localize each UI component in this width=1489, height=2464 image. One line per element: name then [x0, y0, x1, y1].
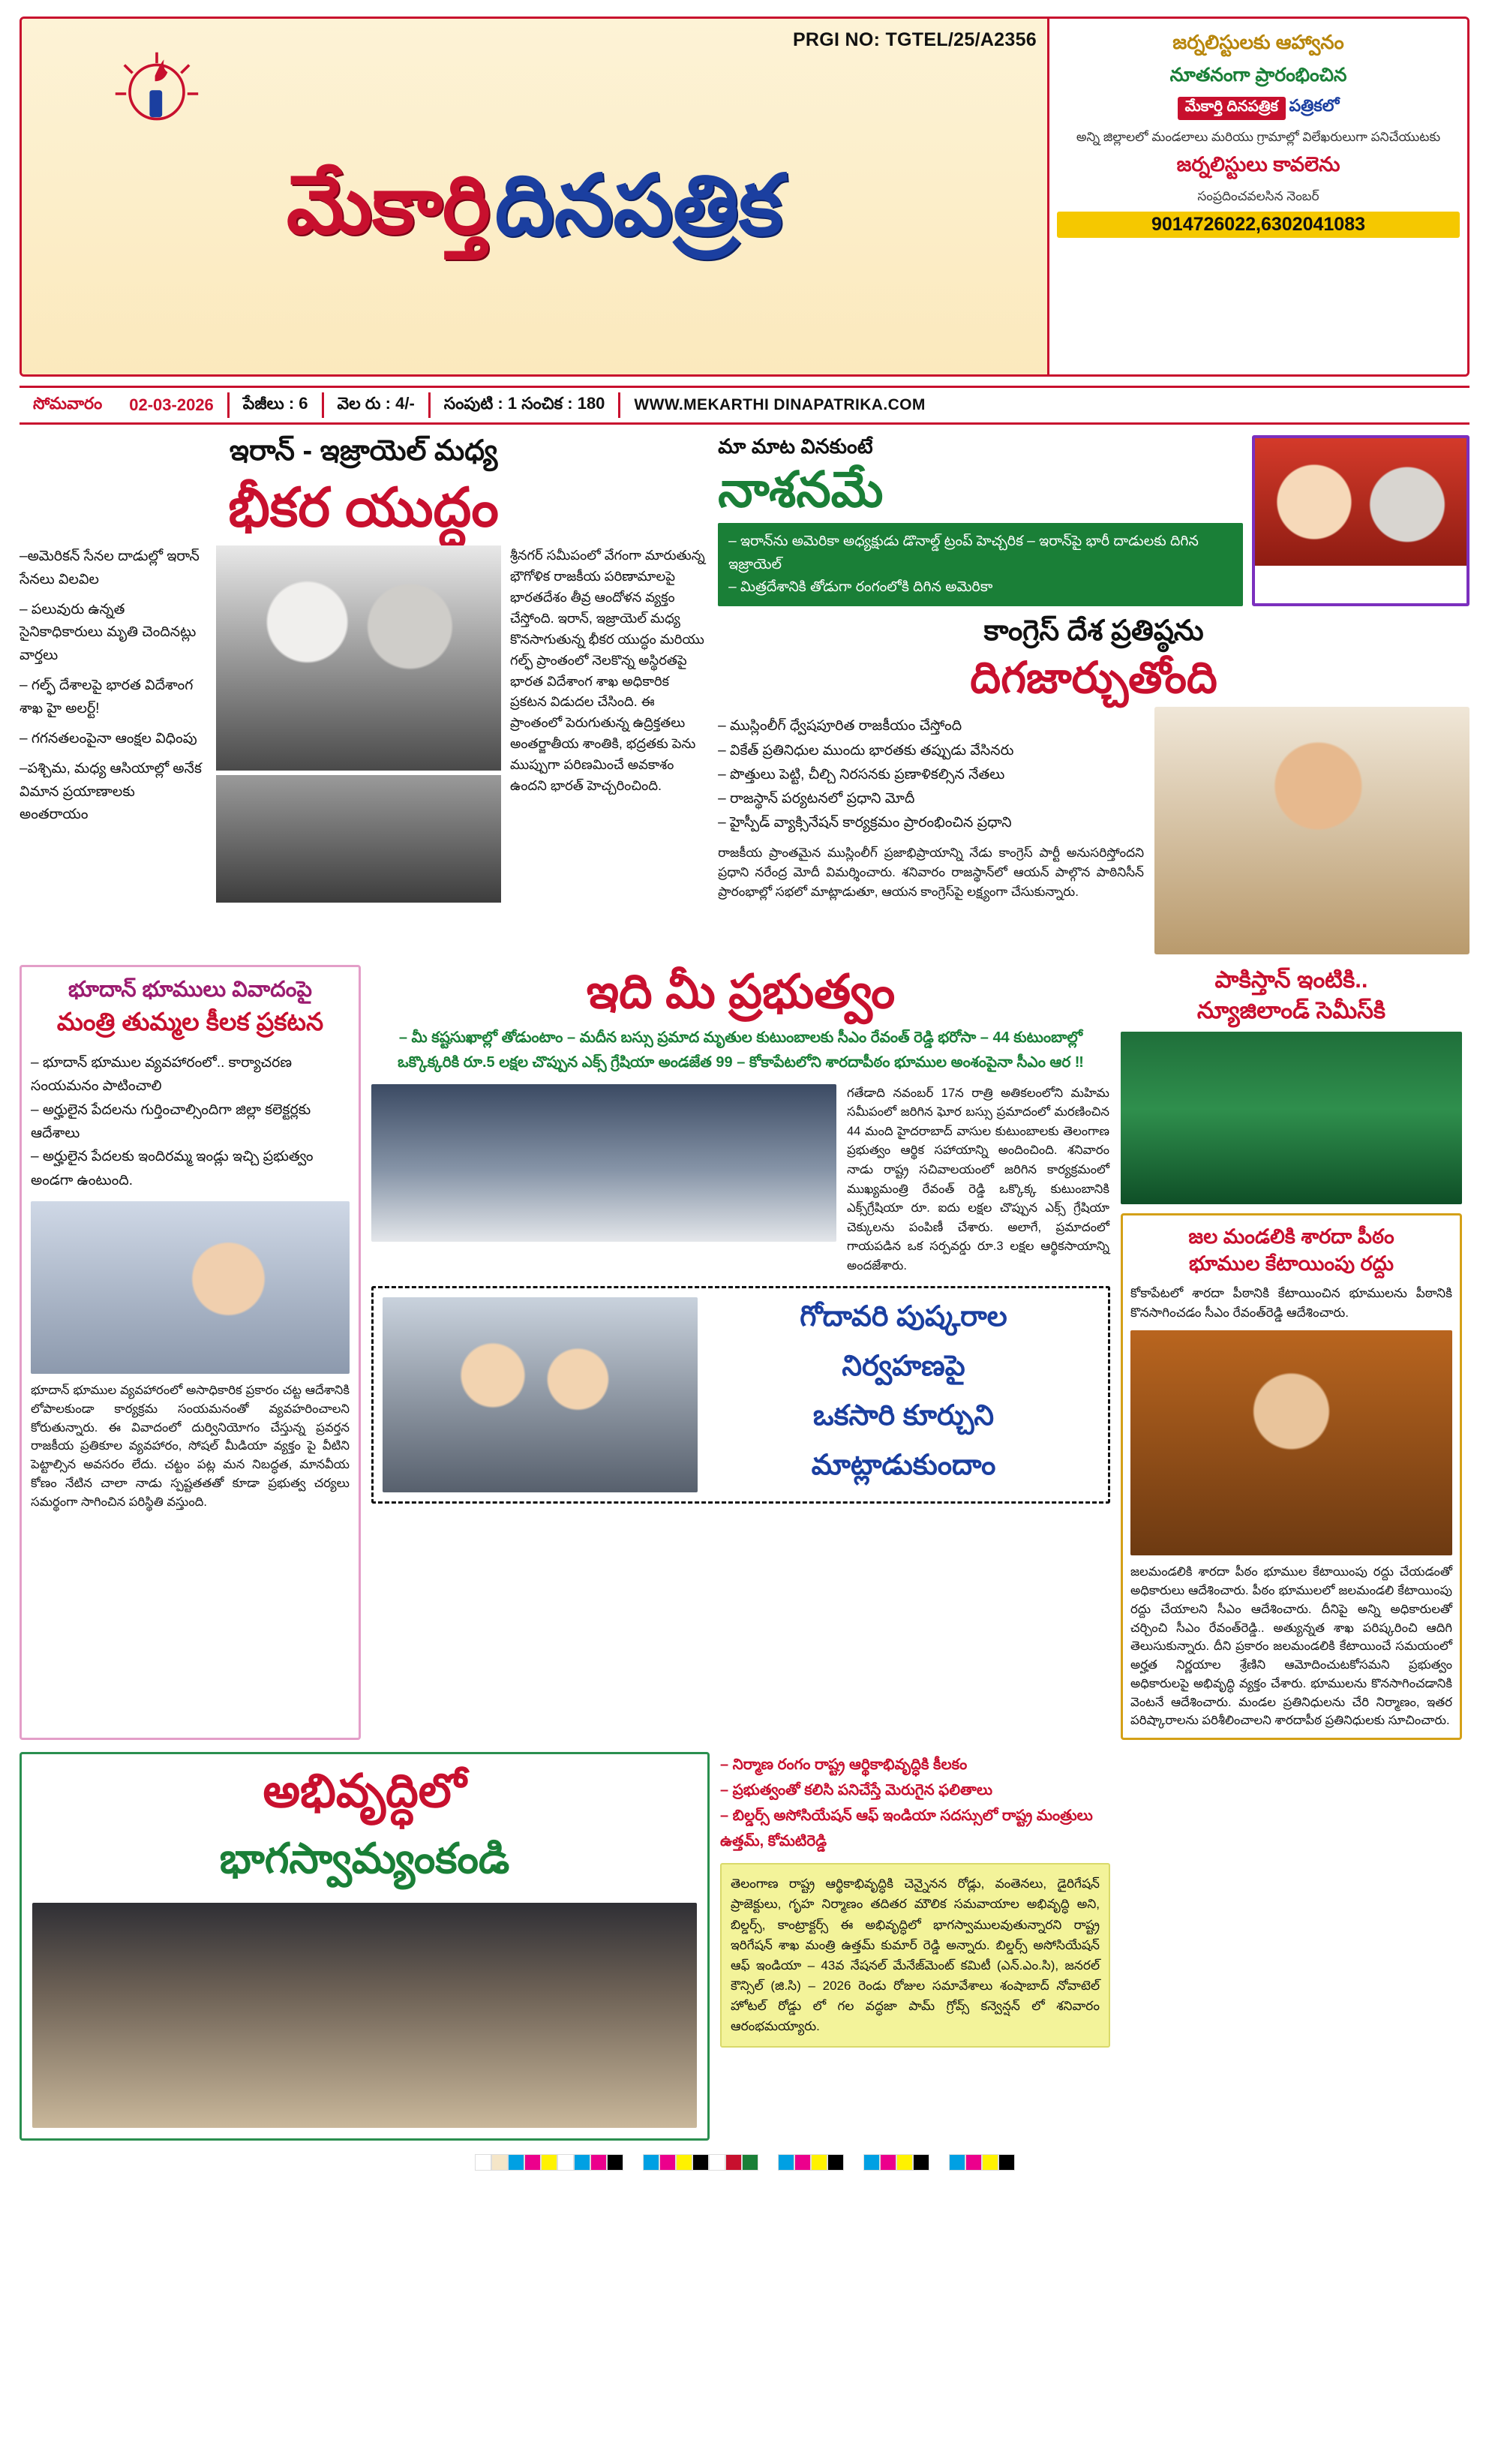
bhudan-bullet: – అర్హులైన పేదలను గుర్తించాల్సిందిగా జిల్లా కలెక్టర్లకు ఆదేశాలు — [31, 1101, 311, 1141]
congress-bullet: – రాజస్థాన్ పర్యటనలో ప్రధాని మోదీ — [718, 791, 915, 807]
abhivruddhi-bullet: – బిల్డర్స్ అసోసియేషన్ ఆఫ్ ఇండియా సదస్సులో రాష్ట్ర మంత్రులు ఉత్తమ్, కోమటిరెడ్డి — [720, 1807, 1093, 1850]
cm-meeting-photo — [371, 1084, 836, 1242]
section-top — [20, 435, 1469, 954]
color-swatch — [491, 2154, 508, 2171]
lead-bullet: – గగనతలంపైనా ఆంక్షల విధింపు — [20, 730, 197, 747]
color-swatch — [475, 2154, 491, 2171]
abhivruddhi-kicker: అభివృద్ధిలో — [263, 1765, 467, 1818]
abhivruddhi-bullets — [720, 1752, 1110, 1854]
congress-bullet: – హైస్పీడ్ వ్యాక్సినేషన్ కార్యక్రమం ప్రారంభించిన ప్రధాని — [718, 815, 1012, 831]
lead-story — [20, 435, 707, 954]
godavari-line: నిర్వహణపై — [842, 1351, 965, 1383]
ad-badge: మేకార్తి దినపత్రిక — [1178, 97, 1286, 120]
congress-bullet: – ముస్లింలీగ్ ధ్వేషపూరిత రాజకీయం చేస్తోంది — [718, 718, 962, 735]
color-swatch — [676, 2154, 692, 2171]
listen-bullet: – మిత్రదేశానికి తోడుగా రంగంలోకి దిగిన అమెరికా — [728, 579, 993, 596]
ad-badge-2: పత్రికలో — [1289, 96, 1340, 115]
congress-body-text: రాజకీయ ప్రాంతమైన ముస్లింలీగ్ ప్రజాభిప్రాయాన్ని నేడు కాంగ్రెస్ పార్టీ అనుసరిస్తోందని ప్రధాని నరేంద్ర మోదీ విమర్శించారు. శనివారం రాజస్థాన్‌లో ఆయన్ పాల్గొన పాఠినిసీన్ ప్రారంభాల్లో సభలో మాట్లాడుతూ, ఆయన కాంగ్రెస్‌పై లక్ష్యంగా చేసుకున్నారు. — [718, 845, 1144, 900]
color-swatch — [896, 2154, 913, 2171]
listen-bullet: – ఇరాన్‌ను అమెరికా అధ్యక్షుడు డొనాల్డ్ ట్రంప్ హెచ్చరిక – ఇరాన్‌పై భారీ దాడులకు దిగిన ఇజ్రాయెల్ — [728, 533, 1199, 572]
bhudan-bullets — [31, 1051, 350, 1192]
color-swatch — [811, 2154, 827, 2171]
color-swatch — [778, 2154, 794, 2171]
jala-story — [1121, 1213, 1462, 1740]
war-destruction-photo — [216, 775, 501, 903]
listen-headline: నాశనమే — [718, 461, 884, 517]
color-swatch — [827, 2154, 844, 2171]
color-bar — [863, 2154, 929, 2171]
color-swatch — [965, 2154, 982, 2171]
lead-bullet: –పశ్చిమ, మధ్య ఆసియాల్లో అనేక విమాన ప్రయాణాలకు అంతరాయం — [20, 761, 202, 823]
bhudan-kicker: భూదాన్ భూములు వివాదంపై — [68, 978, 313, 1002]
section-middle — [20, 965, 1469, 1740]
color-swatch — [880, 2154, 896, 2171]
abhivruddhi-body-text: తెలంగాణ రాష్ట్ర ఆర్థికాభివృద్ధికి చెన్నైనన రోడ్లు, వంతెనలు, డైరిగేషన్ ప్రాజెక్టులు, గృహ నిర్మాణం తదితర మౌలిక సమవాయాల అభివృద్ధి అని, బిల్డర్స్, కాంట్రాక్టర్స్ ఈ అభివృద్ధిలో భాగస్వాములవుతున్నారని రాష్ట్ర ఇరిగేషన్ శాఖ మంత్రి ఉత్తమ్ కుమార్ రెడ్డి అన్నారు. బిల్డర్స్ అసోసియేషన్ ఆఫ్ ఇండియా – 43వ నేషనల్ మేనేజ్‌మెంట్ కమిటీ (ఎన్.ఎం.సి), జనరల్ కౌన్సిల్ (జి.సి) – 2026 రెండు రోజుల సమావేశాలు శంషాబాద్ నోవాటెల్ హోటల్ రోడ్డు లో గల వద్ధజా పామ్ గ్రోవ్స్ కన్వెన్షన్ లో శనివారం ఆరంభమయ్యారు. — [731, 1877, 1100, 2034]
abhivruddhi-bullet: – నిర్మాణ రంగం రాష్ట్ర ఆర్థికాభివృద్ధికి కీలకం — [720, 1756, 968, 1774]
idimi-headline: ఇది మీ ప్రభుత్వం — [586, 966, 896, 1019]
section-bottom — [20, 1752, 1469, 2141]
jala-body-text-1: కోకాపేటలో శారదా పీఠానికి కేటాయించిన భూములను పీఠానికి కొనసాగించడం సీఎం రేవంత్‌రెడ్డి ఆదేశించారు. — [1130, 1285, 1452, 1321]
lead-bullet: –అమెరికన్ సేనల దాడుల్లో ఇరాన్ సేనలు విలవిల — [20, 548, 200, 587]
bhudan-story — [20, 965, 361, 1740]
section-top-right — [718, 435, 1469, 954]
color-swatch — [692, 2154, 709, 2171]
builders-conference-photo — [32, 1903, 697, 2128]
bhudan-bullet: – అర్హులైన పేదలకు ఇందిరమ్మ ఇండ్లు ఇచ్చి ప్రభుత్వం అండగా ఉంటుంది. — [31, 1149, 314, 1188]
jala-kicker: జల మండలికి శారదా పీఠం — [1188, 1224, 1394, 1248]
lead-bullets — [20, 545, 207, 903]
lead-bullet: – గల్ఫ్ దేశాలపై భారత విదేశాంగ శాఖ హై అలర్ట్! — [20, 678, 194, 717]
jala-headline: భూముల కేటాయింపు రద్దు — [1189, 1252, 1394, 1276]
color-swatch — [709, 2154, 725, 2171]
color-swatch — [541, 2154, 557, 2171]
lead-photo-block — [216, 545, 501, 903]
color-swatch — [998, 2154, 1015, 2171]
color-bar — [778, 2154, 844, 2171]
lead-headline: భీకర యుద్ధం — [228, 478, 499, 538]
idimi-subheadline: – మీ కష్టసుఖాల్లో తోడుంటాం – మదీన బస్సు ప్రమాద మృతుల కుటుంబాలకు సీఎం రేవంత్ రెడ్డి భరోసా – 44 కుటుంబాల్లో ఒక్కొక్కరికి రూ.5 లక్షల చొప్పున ఎక్స్ గ్రేషియా అండజేత 99 – కోకాపేటలోని శారదాపీఠం భూముల అంశంపైనా సీఎం ఆర ‼ — [398, 1029, 1084, 1071]
godavari-photo — [383, 1297, 698, 1492]
bhudan-headline: మంత్రి తుమ్మల కీలక ప్రకటన — [56, 1007, 324, 1035]
color-swatch — [794, 2154, 811, 2171]
color-swatch — [982, 2154, 998, 2171]
ad-line-5: సంప్రదించవలసిన నెంబర్ — [1197, 188, 1319, 203]
congress-bullet: – పొత్తులు పెట్టి, చీల్చి నిరసనకు ప్రణాళికల్సిన నేతలు — [718, 766, 1005, 783]
color-bar — [949, 2154, 1015, 2171]
bhudan-bullet: – భూదాన్ భూముల వ్యవహారంలో.. కార్యాచరణ సంయమనం పాటించాలి — [31, 1054, 293, 1095]
lead-kicker: ఇరాన్ - ఇజ్రాయెల్ మధ్య — [229, 435, 498, 467]
ad-line-2: నూతనంగా ప్రారంభించిన — [1169, 65, 1347, 86]
abhivruddhi-body-box — [720, 1863, 1110, 2048]
listen-kicker: మా మాట వినకుంటే — [718, 435, 873, 458]
abhivruddhi-bullet: – ప్రభుత్వంతో కలిసి పనిచేస్తే మెరుగైన ఫలితాలు — [720, 1782, 993, 1799]
color-swatch — [607, 2154, 623, 2171]
cricket-match-photo — [1121, 1032, 1462, 1204]
info-bar — [20, 386, 1469, 425]
bhudan-body-text: భూదాన్ భూముల వ్యవహారంలో అసాధికారిక ప్రకారం చట్ట ఆదేశానికి లోపాలకుండా కార్యక్రమ సంయమనంతో వ్యవహరించాలని కోరుతున్నారు. ఈ వివాదంలో దుర్వినియోగం చేస్తున్న ప్రవర్తన రాజకీయ ప్రతికూల వ్యవహారం, సోషల్ మీడియా వ్యక్తం పై వీటిని పెట్టాల్సిన అవసరం లేదు. చట్టం పట్ల మన నిబద్ధత, మానవీయ కోణం నేటిన చాలా నాడు స్పష్టతతతో కూడా ప్రభుత్వ చర్యలు సమర్థంగా సాగించిన పరిస్థితి వస్తుంది. — [31, 1384, 350, 1509]
godavari-line: గోదావరి పుష్కరాల — [800, 1301, 1007, 1333]
idimi-story — [371, 965, 1110, 1740]
listen-bullets — [718, 523, 1243, 606]
color-swatch — [863, 2154, 880, 2171]
masthead-title-part1: మేకార్తి — [286, 161, 491, 251]
godavari-line: మాట్లాడుకుందాం — [811, 1450, 996, 1482]
torch-logo-icon — [112, 49, 202, 139]
color-swatch — [508, 2154, 524, 2171]
color-swatch — [524, 2154, 541, 2171]
cricket-headline: న్యూజిలాండ్ సెమీస్‌కి — [1196, 996, 1386, 1023]
godavari-line: ఒకసారి కూర్చుని — [812, 1400, 995, 1432]
color-bar — [475, 2154, 623, 2171]
congress-bullet: – వికేత్ ప్రతినిధుల ముందు భారతకు తప్పుడు వేసినరు — [718, 742, 1014, 759]
color-swatch — [659, 2154, 676, 2171]
publication-day: సోమవారం — [33, 393, 103, 413]
price: వెల రు : 4/- — [337, 393, 415, 413]
lead-bullet: – పలువురు ఉన్నత సైనికాధికారులు మృతి చెందినట్లు వార్తలు — [20, 601, 197, 663]
prgi-number: PRGI NO: TGTEL/25/A2356 — [792, 29, 1037, 50]
ad-line-3: అన్ని జిల్లాలలో మండలాలు మరియు గ్రామాల్లో విలేఖరులుగా పనిచేయుటకు — [1076, 130, 1441, 144]
publication-date: 02-03-2026 — [129, 395, 214, 414]
trump-khamenei-photo — [216, 545, 501, 771]
congress-headline: దిగజార్చుతోంది — [970, 654, 1217, 703]
abhivruddhi-text-column — [720, 1752, 1110, 2141]
color-swatch — [643, 2154, 659, 2171]
volume-issue: సంపుటి : 1 సంచిక : 180 — [443, 393, 605, 413]
trump-khamenei-portrait — [1255, 438, 1466, 566]
jala-body-text-2: జలమండలికి శారదా పీఠం భూముల కేటాయింపు రద్దు చేయడంతో అధికారులు ఆదేశించారు. పీఠం భూములలో జలమండలి కేటాయింపు రద్దు చేయాలని సీఎం ఆదేశించారు. దీనిపై అన్ని అధికారులతో చర్చించి సీఎం రేవంత్‌రెడ్డి.. అత్యున్నత శాఖ పరిష్కరించి ఆదిగి తెలుసుకున్నారు. దీని ప్రకారం జలమండలికి కేటాయించే సమయంలో అర్హత నిర్ణయాల శ్రేణిని ఆమోదించుటకోసమని ప్రభుత్వం అధికారులపై అభివృద్ధి వ్యక్తం చేశారు. భూములను కొనసాగించడానికి వెంటనే ఆదేశించారు. మండల ప్రతినిధులను చేరి నిర్మాణం, ఇతర పరిష్కారాలను పరిశీలించాలని శారదాపీఠ ప్రతినిధులకు సూచించారు. — [1130, 1565, 1452, 1728]
color-swatch — [949, 2154, 965, 2171]
idimi-body-text: గతేడాది నవంబర్ 17న రాత్రి అతికలంలోని మహిమ సమీపంలో జరిగిన ఘోర బస్సు ప్రమాదంలో మరణించిన 44 మంది హైదరాబాద్ వాసుల కుటుంబాలకు తెలంగాణ ప్రభుత్వం ఆర్థిక సహాయాన్ని అందించింది. శనివారం నాడు రాష్ట్ర సచివాలయంలో జరిగిన కార్యక్రమంలో ముఖ్యమంత్రి రేవంత్ రెడ్డి ఒక్కొక్క కుటుంబానికి ఎక్స్‌గ్రేషియా రూ. ఐదు లక్షల చొప్పున ఎక్స్ గ్రేషియా చెక్కులను పంపిణీ చేశారు. అలాగే, ప్రమాదంలో గాయపడిన ఒక సర్పవర్డు రూ.3 లక్షల ఆర్థికసాయాన్ని అందజేశారు. — [847, 1086, 1109, 1273]
ad-line-1: జర్నలిస్టులకు ఆహ్వానం — [1172, 31, 1344, 53]
abhivruddhi-headline: భాగస్వామ్యంకండి — [219, 1834, 510, 1883]
masthead-title-part2: దినపత్రిక — [494, 160, 783, 253]
ad-line-4: జర్నలిస్టులు కావలెను — [1176, 152, 1340, 176]
godavari-story — [371, 1286, 1110, 1504]
cricket-kicker: పాకిస్తాన్ ఇంటికి.. — [1214, 966, 1368, 993]
color-swatch — [742, 2154, 758, 2171]
color-bar — [643, 2154, 758, 2171]
minister-tummala-photo — [31, 1201, 350, 1374]
masthead-title-area — [22, 19, 1047, 374]
masthead-title — [286, 160, 783, 253]
abhivruddhi-story — [20, 1752, 710, 2141]
page-count: పేజీలు : 6 — [242, 393, 308, 413]
lead-body-text: శ్రీనగర్ సమీపంలో వేగంగా మారుతున్న భౌగోళిక రాజకీయ పరిణామాలపై భారతదేశం తీవ్ర ఆందోళన వ్యక్తం చేస్తోంది. ఇరాన్, ఇజ్రాయెల్ మధ్య కొనసాగుతున్న భీకర యుద్ధం మరియు గల్ఫ్ ప్రాంతంలో నెలకొన్న అస్థిరతపై భారత విదేశాంగ శాఖ అధికారిక ప్రకటన విడుదల చేసింది. ఈ ప్రాంతంలో పెరుగుతున్న ఉద్రిక్తతలు అంతర్జాతీయ శాంతికి, భద్రతకు పెను ముప్పుగా పరిణమించే అవకాశం ఉందని భారత్ హెచ్చరించింది. — [510, 548, 705, 793]
ad-phone-number: 9014726022,6302041083 — [1057, 212, 1460, 238]
masthead-advertisement — [1047, 19, 1467, 374]
cm-revanth-reddy-photo — [1130, 1330, 1452, 1555]
godavari-headline-block — [708, 1297, 1099, 1492]
congress-bullets — [718, 714, 1144, 835]
masthead — [20, 17, 1469, 377]
color-swatch — [574, 2154, 590, 2171]
color-swatch — [590, 2154, 607, 2171]
modi-photo — [1154, 707, 1469, 954]
trump-khamenei-portrait-box — [1252, 435, 1469, 606]
website-url[interactable]: WWW.MEKARTHI DINAPATRIKA.COM — [634, 396, 926, 413]
color-swatch — [725, 2154, 742, 2171]
print-registration-color-bars — [20, 2154, 1469, 2178]
section-middle-right — [1121, 965, 1462, 1740]
color-swatch — [557, 2154, 574, 2171]
color-swatch — [913, 2154, 929, 2171]
congress-kicker: కాంగ్రెస్ దేశ ప్రతిష్ఠను — [983, 615, 1204, 648]
